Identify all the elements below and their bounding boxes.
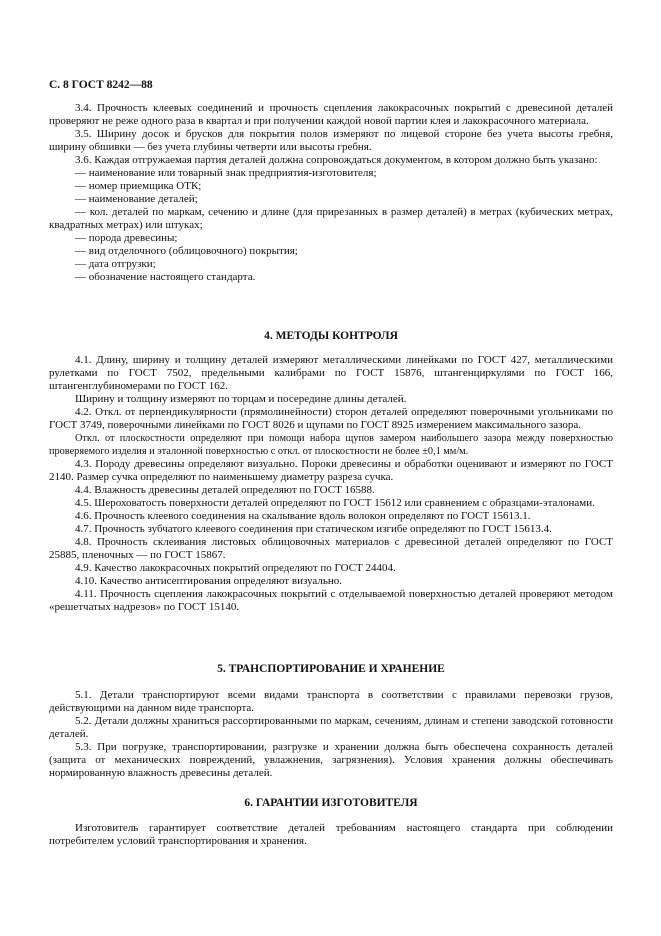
- paragraph-4-1: 4.1. Длину, ширину и толщину деталей измеряют металлическими линейками по ГОСТ 427, металлическими рулетками по ГОСТ 7502, предельными калибрами по ГОСТ 15876, штангенциркулями по ГОСТ 166, штангенглубиномерами по ГОСТ 162.: [49, 354, 613, 392]
- list-item: — дата отгрузки;: [75, 258, 156, 270]
- page-header: С. 8 ГОСТ 8242—88: [49, 79, 153, 91]
- paragraph-4-11: 4.11. Прочность сцепления лакокрасочных покрытий с отделываемой поверхностью деталей проверяют методом «решетчатых надрезов» по ГОСТ 15140.: [49, 588, 613, 613]
- paragraph-4-4: 4.4. Влажность древесины деталей определяют по ГОСТ 16588.: [75, 484, 375, 496]
- paragraph-4-10: 4.10. Качество антисептирования определяют визуально.: [75, 575, 343, 587]
- paragraph-4-1b: Ширину и толщину измеряют по торцам и посередине длины деталей.: [75, 393, 407, 405]
- section-heading: 4. МЕТОДЫ КОНТРОЛЯ: [264, 330, 398, 342]
- section-heading: 6. ГАРАНТИИ ИЗГОТОВИТЕЛЯ: [244, 797, 418, 809]
- section-3-continuation: [49, 102, 613, 284]
- paragraph-3-5: 3.5. Ширину досок и брусков для покрытия полов измеряют по лицевой стороне без учета высоты гребня, ширину обшивки — без учета глубины четверти или высоты гребня.: [49, 128, 613, 153]
- list-item: — номер приемщика ОТК;: [75, 180, 202, 192]
- list-item: — порода древесины;: [75, 232, 178, 244]
- paragraph-4-3: 4.3. Породу древесины определяют визуально. Пороки древесины и обработки оценивают и измеряют по ГОСТ 2140. Размер сучка определяют по наименьшему диаметру разреза сучка.: [49, 458, 613, 483]
- list-item: — обозначение настоящего стандарта.: [75, 271, 256, 283]
- paragraph-5-2: 5.2. Детали должны храниться рассортированными по маркам, сечениям, длинам и степени заводской готовности деталей.: [49, 715, 613, 740]
- paragraph-6: Изготовитель гарантирует соответствие деталей требованиям настоящего стандарта при соблюдении потребителем условий транспортирования и хранения.: [49, 822, 613, 847]
- section-5-heading-wrap: [49, 663, 613, 676]
- paragraph-4-2b: Откл. от плоскостности определяют при помощи набора щупов замером наибольшего зазора между поверхностью проверяемого изделия и эталонной поверхностью с откл. от плоскостности не более ±0,1 мм/м.: [49, 433, 613, 457]
- list-item: — наименование или товарный знак предприятия-изготовителя;: [75, 167, 377, 179]
- section-4-heading-wrap: [49, 330, 613, 343]
- paragraph-4-9: 4.9. Качество лакокрасочных покрытий определяют по ГОСТ 24404.: [75, 562, 396, 574]
- paragraph-5-3: 5.3. При погрузке, транспортировании, разгрузке и хранении должна быть обеспечена сохранность деталей (защита от механических повреждений, увлажнения, загрязнения). Условия хранения должны обеспечивать нормированную влажность древесины деталей.: [49, 741, 613, 779]
- paragraph-3-6: 3.6. Каждая отгружаемая партия деталей должна сопровождаться документом, в котором должно быть указано:: [75, 154, 598, 166]
- paragraph-4-8: 4.8. Прочность склеивания листовых облицовочных материалов с древесиной деталей определяют по ГОСТ 25885, пленочных — по ГОСТ 15867.: [49, 536, 613, 561]
- section-5: [49, 689, 613, 780]
- paragraph-4-6: 4.6. Прочность клеевого соединения на скалывание вдоль волокон определяют по ГОСТ 15613.1.: [75, 510, 531, 522]
- list-item: — вид отделочного (облицовочного) покрытия;: [75, 245, 298, 257]
- list-item: — наименование деталей;: [75, 193, 198, 205]
- paragraph-4-2: 4.2. Откл. от перпендикулярности (прямолинейности) сторон деталей определяют поверочными угольниками по ГОСТ 3749, поверочными линейками по ГОСТ 8026 и щупами по ГОСТ 8925 измерением максимального зазора.: [49, 406, 613, 431]
- list-item: — кол. деталей по маркам, сечению и длине (для прирезанных в размер деталей) в метрах (кубических метрах, квадратных метрах) или штуках;: [49, 206, 613, 231]
- section-4: [49, 354, 613, 614]
- section-6: [49, 822, 613, 848]
- paragraph-4-5: 4.5. Шероховатость поверхности деталей определяют по ГОСТ 15612 или сравнением с образцами-эталонами.: [75, 497, 595, 509]
- paragraph-5-1: 5.1. Детали транспортируют всеми видами транспорта в соответствии с правилами перевозки грузов, действующими на данном виде транспорта.: [49, 689, 613, 714]
- paragraph-3-4: 3.4. Прочность клеевых соединений и прочность сцепления лакокрасочных покрытий с древесиной деталей проверяют не реже одного раза в квартал и при получении каждой новой партии клея и лакокрасочного материала.: [49, 102, 613, 127]
- paragraph-4-7: 4.7. Прочность зубчатого клеевого соединения при статическом изгибе определяют по ГОСТ 15613.4.: [75, 523, 552, 535]
- section-6-heading-wrap: [49, 797, 613, 810]
- section-heading: 5. ТРАНСПОРТИРОВАНИЕ И ХРАНЕНИЕ: [217, 663, 445, 675]
